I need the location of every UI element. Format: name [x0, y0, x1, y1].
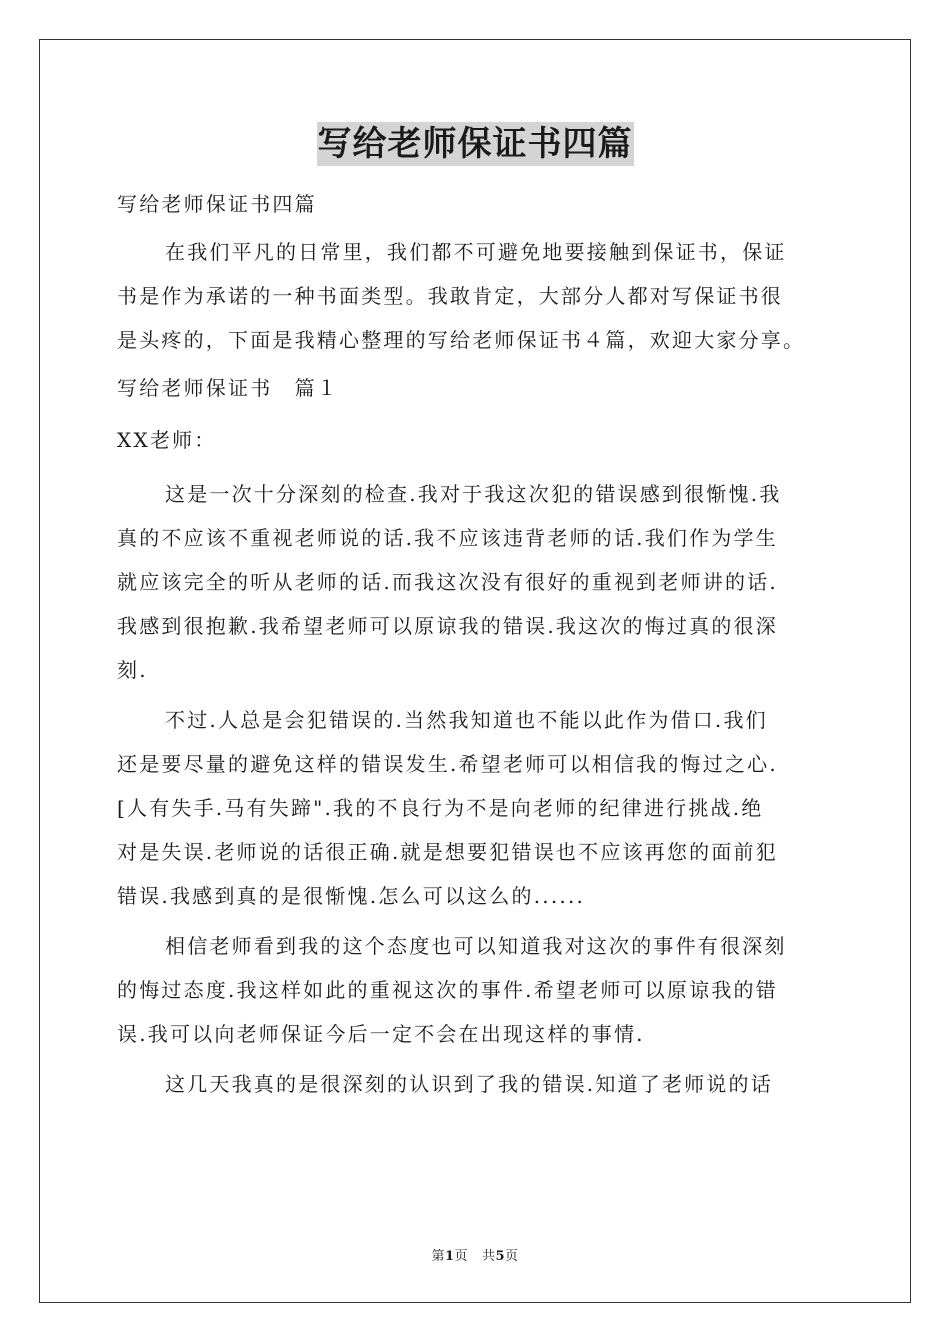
intro-line: 是头疼的，下面是我精心整理的写给老师保证书４篇，欢迎大家分享。: [117, 328, 806, 352]
paragraph-1-line: 我感到很抱歉.我希望老师可以原谅我的错误.我这次的悔过真的很深: [117, 614, 778, 638]
salutation: XX老师：: [117, 428, 217, 452]
document-body: [117, 178, 839, 1106]
paragraph-1-line: 刻.: [117, 658, 148, 682]
paragraph-2-line: 对是失误.老师说的话很正确.就是想要犯错误也不应该再您的面前犯: [117, 840, 778, 864]
page-suffix: 页: [454, 1249, 469, 1264]
paragraph-2-line: 还是要尽量的避免这样的错误发生.希望老师可以相信我的悔过之心.: [117, 752, 778, 776]
intro-line: 书是作为承诺的一种书面类型。我敢肯定，大部分人都对写保证书很: [117, 284, 783, 308]
intro-line: 在我们平凡的日常里，我们都不可避免地要接触到保证书，保证: [165, 240, 787, 264]
paragraph-2-line: 错误.我感到真的是很惭愧.怎么可以这么的......: [117, 884, 586, 908]
title-container: [0, 122, 950, 166]
section-heading: 写给老师保证书 篇１: [117, 376, 339, 400]
paragraph-2-line: [人有失手.马有失蹄".我的不良行为不是向老师的纪律进行挑战.绝: [117, 796, 764, 820]
total-prefix: 共: [481, 1249, 496, 1264]
paragraph-3-line: 相信老师看到我的这个态度也可以知道我对这次的事件有很深刻: [165, 934, 787, 958]
paragraph-3-line: 的悔过态度.我这样如此的重视这次的事件.希望老师可以原谅我的错: [117, 978, 778, 1002]
total-pages: 5: [495, 1249, 506, 1264]
total-suffix: 页: [505, 1249, 519, 1264]
subtitle: 写给老师保证书四篇: [117, 192, 317, 216]
document-title: 写给老师保证书四篇: [317, 124, 633, 164]
paragraph-2-line: 不过.人总是会犯错误的.当然我知道也不能以此作为借口.我们: [165, 708, 768, 732]
paragraph-1-line: 就应该完全的听从老师的话.而我这次没有很好的重视到老师讲的话.: [117, 570, 778, 594]
paragraph-3-line: 误.我可以向老师保证今后一定不会在出现这样的事情.: [117, 1022, 645, 1046]
page-footer: [0, 1245, 950, 1264]
page-number: 1: [444, 1249, 455, 1264]
page-prefix: 第: [431, 1249, 445, 1264]
paragraph-4-line: 这几天我真的是很深刻的认识到了我的错误.知道了老师说的话: [165, 1072, 773, 1096]
paragraph-1-line: 真的不应该不重视老师说的话.我不应该违背老师的话.我们作为学生: [117, 526, 778, 550]
paragraph-1-line: 这是一次十分深刻的检查.我对于我这次犯的错误感到很惭愧.我: [165, 482, 782, 506]
